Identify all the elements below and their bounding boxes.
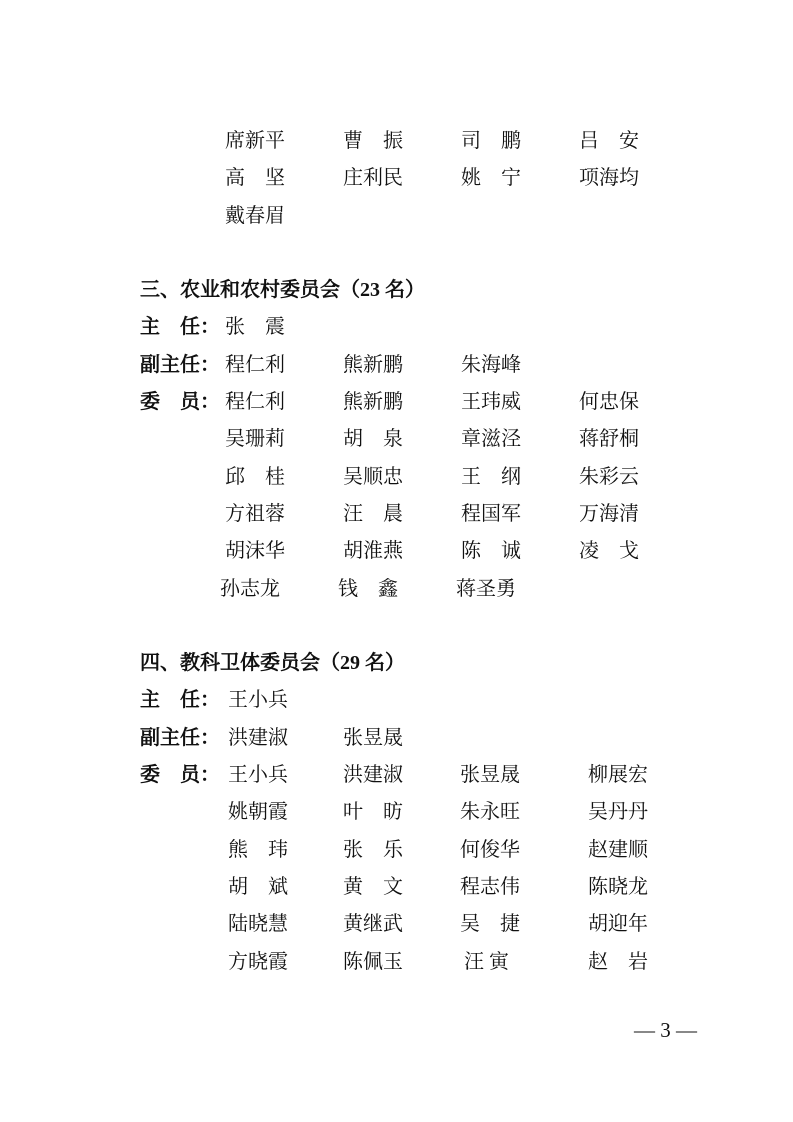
continued-members-row [140,160,720,197]
label-spacer [140,160,225,197]
person-name: 胡淮燕 [343,540,403,563]
label-spacer [140,869,228,906]
person-name: 蒋舒桐 [579,428,639,451]
person-name: 朱海峰 [461,353,521,376]
page-content [140,123,720,981]
deputy-director-row [140,720,720,757]
person-name: 赵 岩 [588,950,648,973]
person-name: 胡 斌 [228,875,288,898]
person-name: 洪建淑 [228,726,288,749]
person-name: 陈晓龙 [588,875,648,898]
person-name: 万海清 [579,502,639,525]
person-name: 章滋泾 [461,428,521,451]
members-row [140,421,720,458]
person-name: 叶 昉 [343,801,403,824]
person-name: 赵建顺 [588,838,648,861]
person-name: 吴 捷 [460,913,520,936]
members-row [140,906,720,943]
person-name: 姚朝霞 [228,801,288,824]
person-name: 陈 诚 [461,540,521,563]
members-row [140,384,720,421]
person-name: 王 纲 [461,465,521,488]
person-name: 陆晓慧 [228,913,288,936]
person-name: 吕 安 [579,130,639,152]
members-label: 委 员： [140,391,220,414]
person-name: 汪 寅 [464,950,509,973]
members-row [140,496,720,533]
person-name: 朱永旺 [460,801,520,824]
committee-section [140,645,720,981]
person-name: 吴珊莉 [225,428,285,451]
continued-members-row [140,123,720,160]
label-spacer [140,832,228,869]
continued-member-list [140,123,720,235]
person-name: 熊新鹏 [343,391,403,414]
person-name: 程国军 [461,502,521,525]
person-name: 方祖蓉 [225,502,285,525]
person-name: 吴丹丹 [588,801,648,824]
members-row [140,832,720,869]
label-spacer [140,533,225,570]
person-name: 钱 鑫 [338,577,398,600]
person-name: 司 鹏 [461,130,521,152]
person-name: 程仁利 [225,391,285,414]
person-name: 项海均 [579,167,639,190]
label-spacer [140,944,228,981]
deputy-director-label: 副主任： [140,726,220,749]
section-heading: 三、农业和农村委员会（23 名） [140,279,425,302]
members-row [140,459,720,496]
label-spacer [140,421,225,458]
person-name: 孙志龙 [220,577,280,600]
label-spacer [140,906,228,943]
person-name: 王小兵 [228,689,288,712]
person-name: 邱 桂 [225,465,285,488]
label-spacer [140,496,225,533]
continued-members-row [140,198,720,235]
person-name: 高 坚 [225,167,285,190]
person-name: 席新平 [225,130,285,152]
members-row [140,869,720,906]
person-name: 庄利民 [343,167,403,190]
person-name: 方晓霞 [228,950,288,973]
person-name: 何忠保 [579,391,639,414]
person-name: 胡迎年 [588,913,648,936]
person-name: 戴春眉 [225,204,285,227]
person-name: 何俊华 [460,838,520,861]
person-name: 曹 振 [343,130,403,152]
members-row [140,944,720,981]
person-name: 张昱晟 [343,726,403,749]
person-name: 熊 玮 [228,838,288,861]
person-name: 黄继武 [343,913,403,936]
person-name: 汪 晨 [343,502,403,525]
label-spacer [140,123,225,160]
person-name: 陈佩玉 [343,950,403,973]
person-name: 程志伟 [460,875,520,898]
person-name: 洪建淑 [343,764,403,787]
person-name: 凌 戈 [579,540,639,563]
members-label: 委 员： [140,764,220,787]
person-name: 蒋圣勇 [456,577,516,600]
person-name: 黄 文 [343,875,403,898]
members-row [140,533,720,570]
deputy-director-row [140,347,720,384]
person-name: 胡 泉 [343,428,403,451]
person-name: 熊新鹏 [343,353,403,376]
label-spacer [140,198,225,235]
person-name: 张昱晟 [460,764,520,787]
deputy-director-label: 副主任： [140,353,220,376]
director-row [140,682,720,719]
director-label: 主 任： [140,689,220,712]
person-name: 朱彩云 [579,465,639,488]
label-spacer [140,794,228,831]
director-label: 主 任： [140,316,220,339]
person-name: 柳展宏 [588,764,648,787]
director-row [140,309,720,346]
members-row [140,794,720,831]
members-row [135,571,715,608]
person-name: 王玮威 [461,391,521,414]
members-row [140,757,720,794]
committee-section [140,272,720,608]
page-number: — 3 — [634,1018,697,1042]
label-spacer [140,459,225,496]
person-name: 王小兵 [228,764,288,787]
label-spacer [135,571,220,608]
committee-sections [140,272,720,981]
person-name: 胡沫华 [225,540,285,563]
section-heading: 四、教科卫体委员会（29 名） [140,652,405,675]
person-name: 程仁利 [225,353,285,376]
person-name: 姚 宁 [461,167,521,190]
person-name: 张 震 [225,316,285,339]
person-name: 张 乐 [343,838,403,861]
person-name: 吴顺忠 [343,465,403,488]
